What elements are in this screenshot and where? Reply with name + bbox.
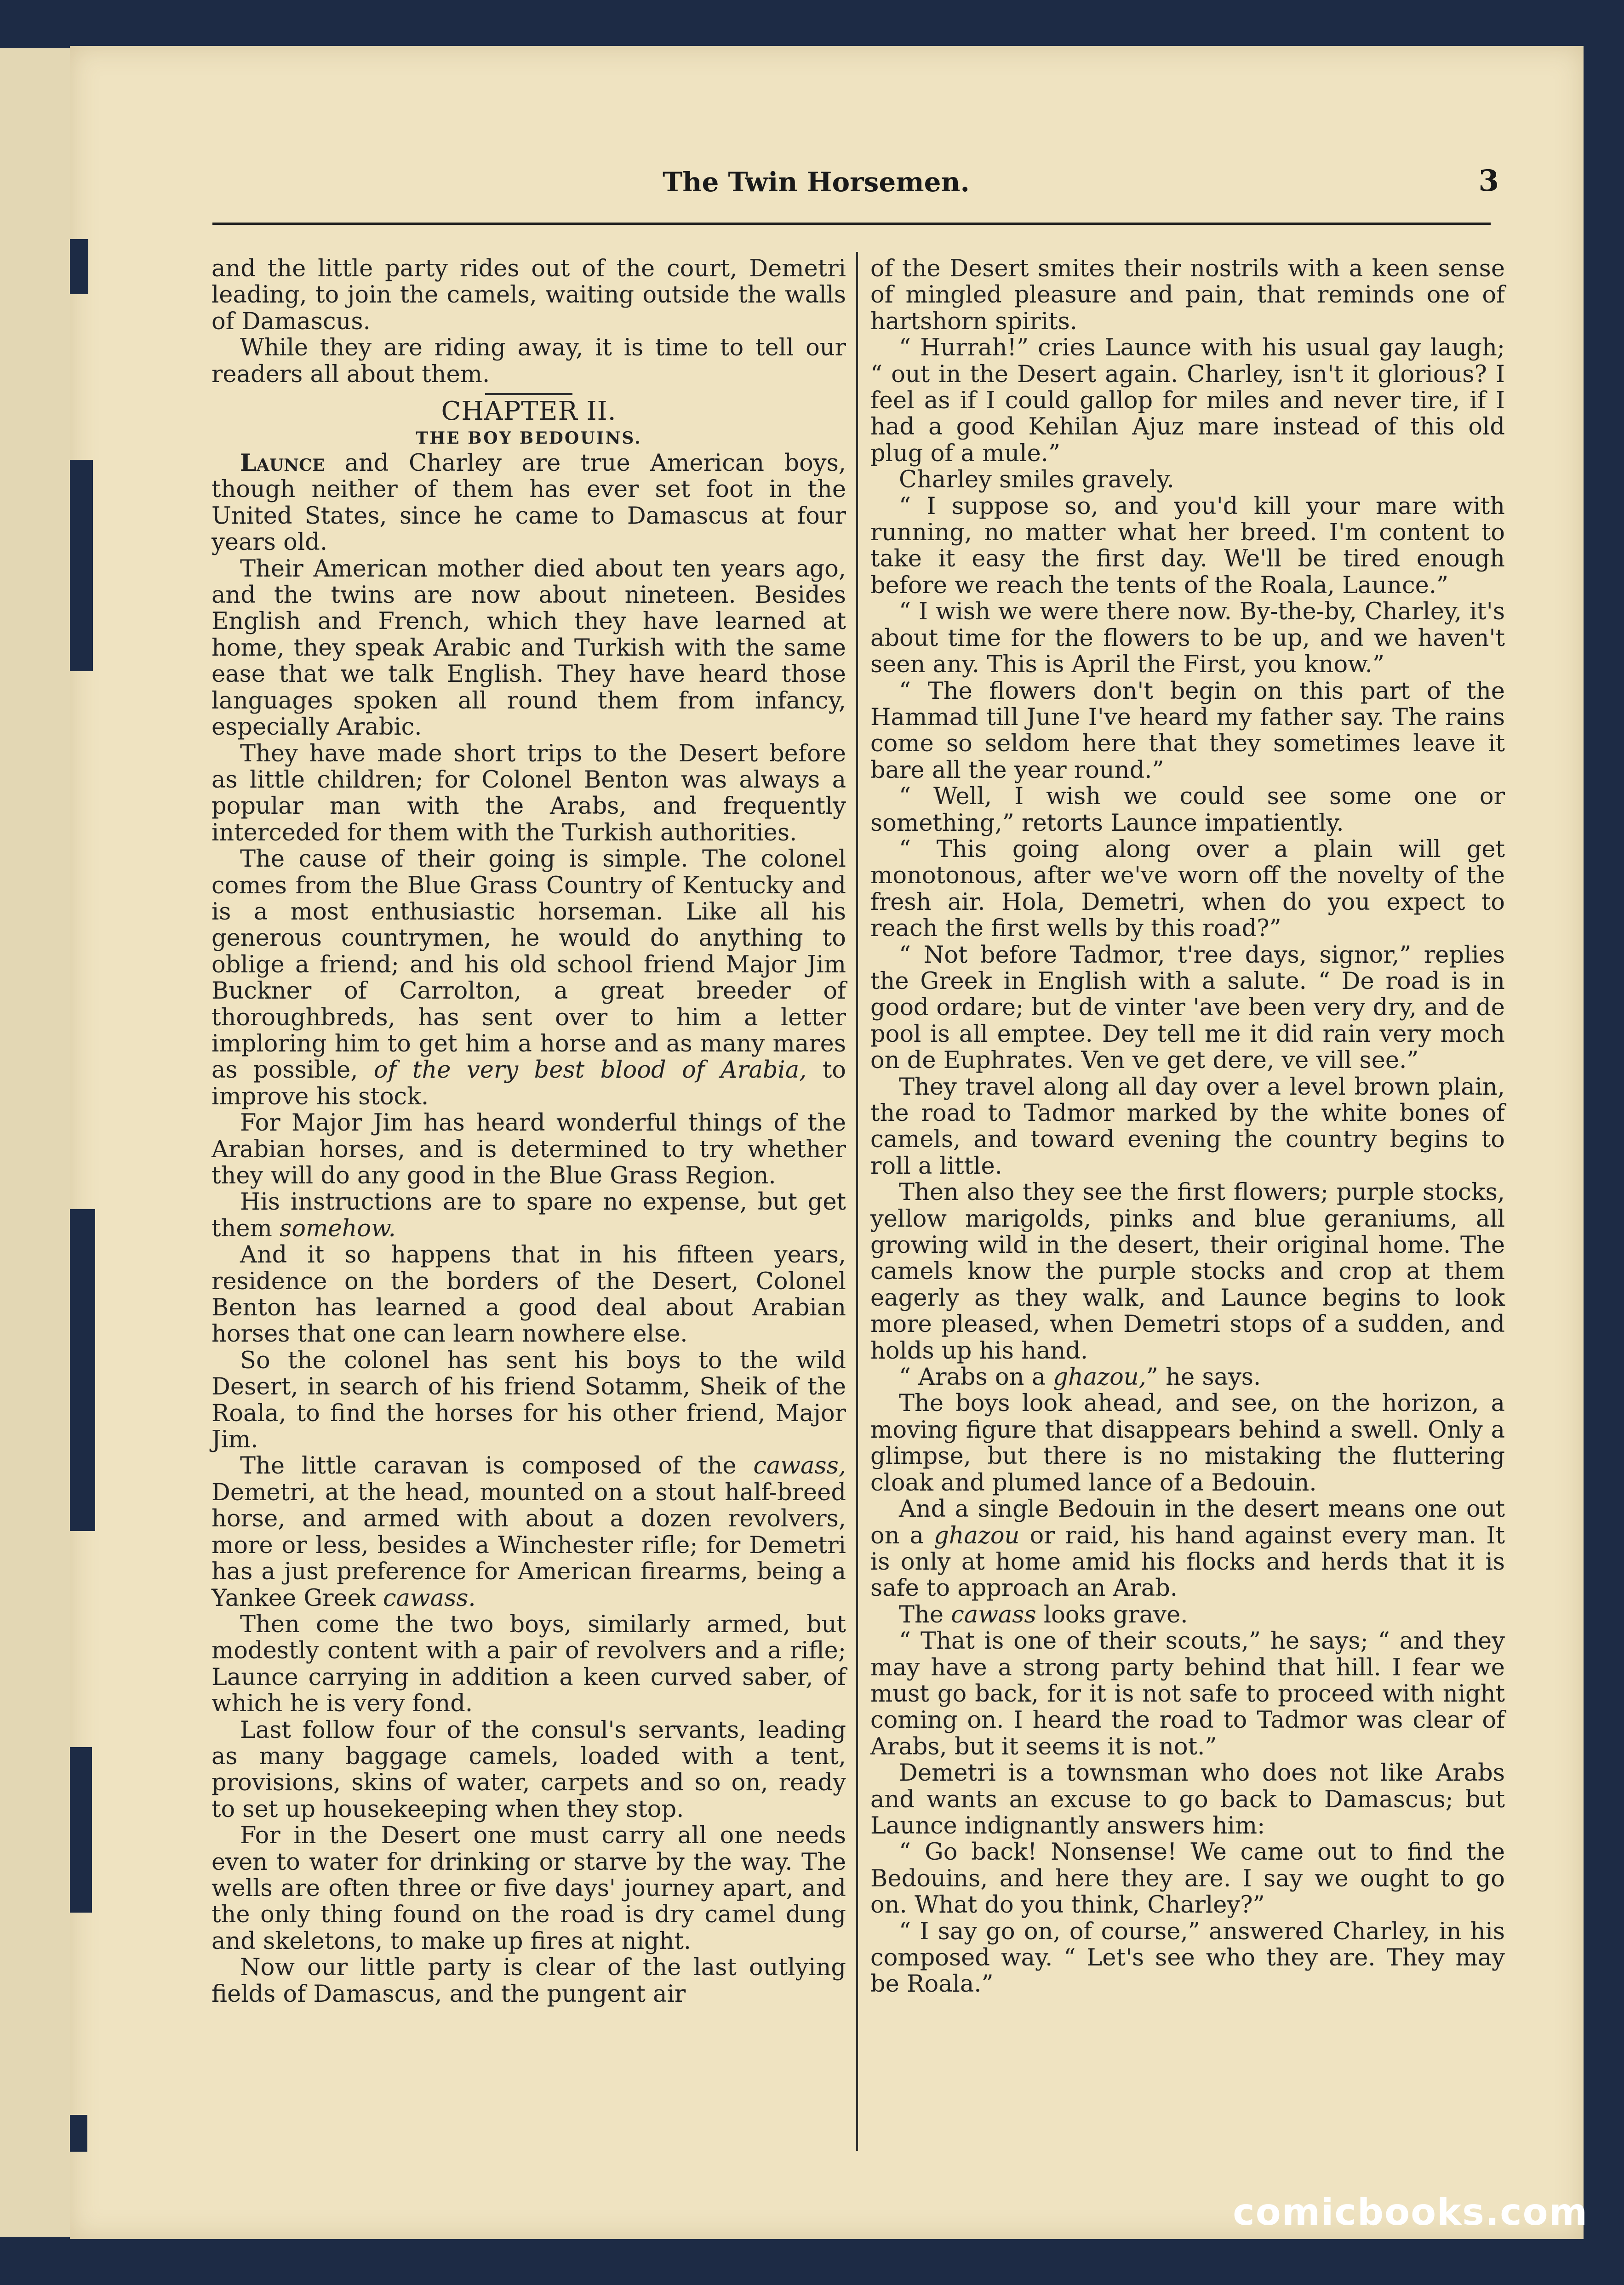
left-column xyxy=(212,256,846,2007)
paragraph: While they are riding away, it is time to tell our readers all about them. xyxy=(212,334,846,388)
paragraph xyxy=(212,1189,846,1242)
paragraph-text: The cause of their going is simple. The colonel comes from the Blue Grass Country of Kentucky and is a most enthusiastic horseman. Like all his generous countrymen, he would do anything to oblige a friend; and his old school friend Major Jim Buckner of Carrolton, a great breeder of thoroughbreds, has sent over to him a letter imploring him to get him a horse and as many mares as possible, xyxy=(212,845,846,1084)
paragraph-text: and Charley are true American boys, though neither of them has ever set foot in the United States, since he came to Damascus at four years old. xyxy=(212,450,846,556)
paragraph: Now our little party is clear of the last outlying fields of Damascus, and the pungent air xyxy=(212,1954,846,2008)
paragraph: of the Desert smites their nostrils with a keen sense of mingled pleasure and pain, that reminds one of hartshorn spirits. xyxy=(870,255,1505,335)
paragraph: They travel along all day over a level brown plain, the road to Tadmor marked by the white bones of camels, and toward evening the country begins to roll a little. xyxy=(870,1073,1505,1180)
chapter-subtitle: THE BOY BEDOUINS. xyxy=(416,428,642,448)
page-number: 3 xyxy=(1478,164,1499,198)
italic-text: of the very best blood of Arabia, xyxy=(373,1057,807,1084)
lead-word: Launce xyxy=(240,449,325,477)
paragraph: Demetri is a townsman who does not like Arabs and wants an excuse to go back to Damascus; but Launce indignantly answers him: xyxy=(870,1759,1505,1839)
paragraph: and the little party rides out of the court, Demetri leading, to join the camels, waiting outside the walls of Damascus. xyxy=(212,255,846,335)
paragraph-text: “ Arabs on a xyxy=(899,1364,1046,1391)
paragraph: They have made short trips to the Desert before as little children; for Colonel Benton was always a popular man with the Arabs, and frequently interceded for them with the Turkish authorities. xyxy=(212,740,846,846)
paragraph: The boys look ahead, and see, on the horizon, a moving figure that disappears behind a swell. Only a glimpse, but there is no mistaking the fluttering cloak and plumed lance of a Bedouin. xyxy=(870,1390,1505,1497)
paper-left-edge xyxy=(0,48,76,2237)
chapter-rule xyxy=(485,393,572,395)
paragraph-text: to improve his stock. xyxy=(212,1057,846,1110)
paragraph: Then come the two boys, similarly armed, but modestly content with a pair of revolvers and a rifle; Launce carrying in addition a keen curved saber, of which he is very fond. xyxy=(212,1611,846,1718)
column-rule xyxy=(856,252,858,2151)
paragraph xyxy=(212,450,846,556)
italic-text: cawass xyxy=(951,1601,1036,1628)
italic-text: ghazou, xyxy=(1053,1364,1146,1391)
paragraph: “ I wish we were there now. By-the-by, Charley, it's about time for the flowers to be up, and we haven't seen any. This is April the First, you know.” xyxy=(870,598,1505,679)
italic-text: cawass, xyxy=(753,1452,846,1480)
running-header xyxy=(143,164,1499,203)
paragraph: So the colonel has sent his boys to the wild Desert, in search of his friend Sotamm, Sheik of the Roala, to find the horses for his other friend, Major Jim. xyxy=(212,1347,846,1454)
paragraph: Their American mother died about ten years ago, and the twins are now about nineteen. Besides English and French, which they have learned at home, they speak Arabic and Turkish with the same ease that we talk English. They have heard those languages spoken all round them from infancy, especially Arabic. xyxy=(212,555,846,741)
paragraph: For in the Desert one must carry all one needs even to water for drinking or starve by the way. The wells are often three or five days' journey apart, and the only thing found on the road is dry camel dung and skeletons, to make up fires at night. xyxy=(212,1822,846,1955)
paragraph: And it so happens that in his fifteen years, residence on the borders of the Desert, Colonel Benton has learned a good deal about Arabian horses that one can learn nowhere else. xyxy=(212,1241,846,1348)
paragraph xyxy=(870,1602,1505,1628)
paragraph: “ That is one of their scouts,” he says; “ and they may have a strong party behind that hill. I fear we must go back, for it is not safe to proceed with night coming on. I heard the road to Tadmor was clear of Arabs, but it seems it is not.” xyxy=(870,1628,1505,1760)
paragraph: “ I say go on, of course,” answered Charley, in his composed way. “ Let's see who they are. They may be Roala.” xyxy=(870,1918,1505,1998)
paragraph: Last follow four of the consul's servants, leading as many baggage camels, loaded with a tent, provisions, skins of water, carpets and so on, ready to set up housekeeping when they stop. xyxy=(212,1716,846,1823)
paragraph-text: looks grave. xyxy=(1043,1601,1188,1628)
torn-edge xyxy=(70,239,88,294)
header-rule xyxy=(212,223,1491,225)
paragraph: For Major Jim has heard wonderful things of the Arabian horses, and is determined to try whether they will do any good in the Blue Grass Region. xyxy=(212,1109,846,1189)
paragraph: “ This going along over a plain will get monotonous, after we've worn off the novelty of the fresh air. Hola, Demetri, when do you expect to reach the first wells by this road?” xyxy=(870,835,1505,943)
paragraph-text: And a single Bedouin in the desert means one out on a xyxy=(870,1496,1505,1549)
paragraph: “ Go back! Nonsense! We came out to find the Bedouins, and here they are. I say we ought to go on. What do you think, Charley?” xyxy=(870,1839,1505,1919)
paragraph: Charley smiles gravely. xyxy=(899,466,1174,494)
paragraph: “ Hurrah!” cries Launce with his usual gay laugh; “ out in the Desert again. Charley, isn't it glorious? I feel as if I could gallop for miles and never tire, if I had a good Kehilan Ajuz mare instead of this old plug of a mule.” xyxy=(870,334,1505,467)
torn-edge xyxy=(70,1747,92,1913)
header-title: The Twin Horsemen. xyxy=(663,166,970,198)
paragraph: “ The flowers don't begin on this part of the Hammad till June I've heard my father say. The rains come so seldom here that they sometimes leave it bare all the year round.” xyxy=(870,677,1505,784)
paragraph-text: The xyxy=(899,1601,944,1628)
paragraph xyxy=(212,846,846,1110)
paragraph-text: or raid, his hand against every man. It is only at home amid his flocks and herds that it is safe to approach an Arab. xyxy=(870,1522,1505,1602)
italic-text: somehow. xyxy=(280,1215,396,1242)
torn-edge xyxy=(70,460,93,671)
torn-edge xyxy=(70,1209,95,1531)
italic-text: cawass. xyxy=(383,1584,476,1612)
paragraph-text: ” he says. xyxy=(1146,1364,1261,1391)
paragraph xyxy=(870,1496,1505,1602)
paragraph-text: The little caravan is composed of the xyxy=(240,1452,737,1480)
paragraph: Then also they see the first flowers; purple stocks, yellow marigolds, pinks and blue geraniums, all growing wild in the desert, their original home. The camels know the purple stocks and crop at them eagerly as they walk, and Launce begins to look more pleased, when Demetri stops of a sudden, and holds up his hand. xyxy=(870,1179,1505,1365)
torn-edge xyxy=(70,2115,87,2152)
watermark: comicbooks.com xyxy=(1233,2191,1588,2234)
paragraph xyxy=(870,1364,1505,1390)
paragraph-text: His instructions are to spare no expense, but get them xyxy=(212,1188,846,1242)
paragraph: “ Well, I wish we could see some one or something,” retorts Launce impatiently. xyxy=(870,783,1505,837)
paragraph xyxy=(212,1453,846,1611)
paragraph-text: Demetri, at the head, mounted on a stout half-breed horse, and armed with about a dozen revolvers, more or less, besides a Winchester rifle; for Demetri has a just preference for American firearms, being a Yankee Greek xyxy=(212,1479,846,1612)
chapter-title: CHAPTER II. xyxy=(441,396,617,427)
right-column xyxy=(870,256,1505,1998)
paragraph: “ Not before Tadmor, t'ree days, signor,” replies the Greek in English with a salute. “ De road is in good ordare; but de vinter 'ave been very dry, and de pool is all emptee. Dey tell me it did rain very moch on de Euphrates. Ven ve get dere, ve vill see.” xyxy=(870,941,1505,1074)
paragraph: “ I suppose so, and you'd kill your mare with running, no matter what her breed. I'm content to take it easy the first day. We'll be tired enough before we reach the tents of the Roala, Launce.” xyxy=(870,492,1505,599)
italic-text: ghazou xyxy=(934,1522,1020,1549)
